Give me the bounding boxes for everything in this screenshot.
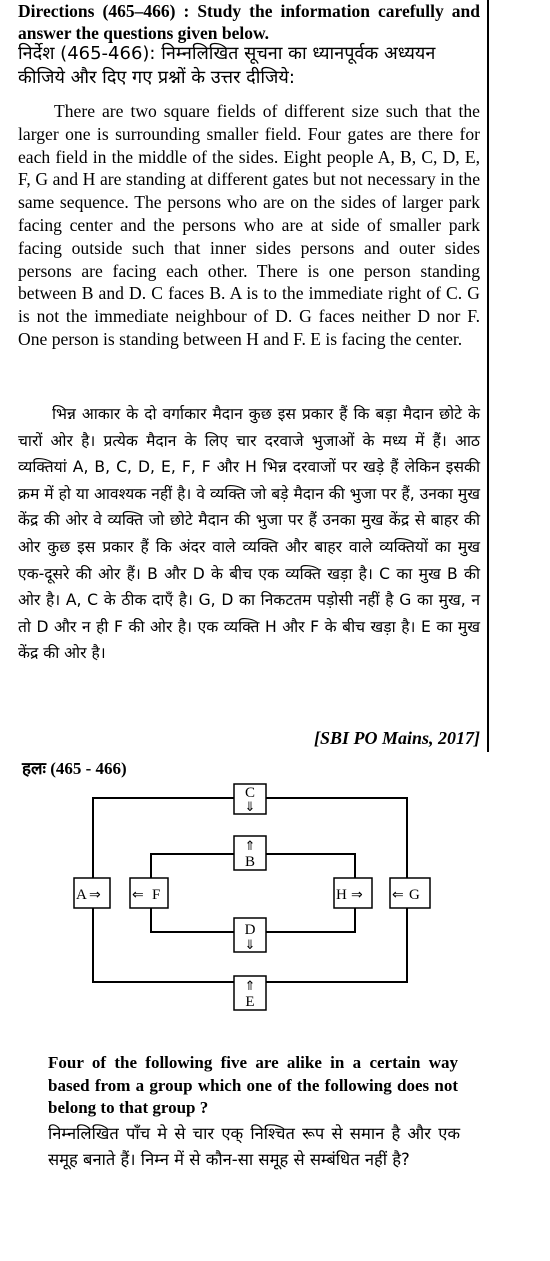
label-A: A: [76, 887, 87, 903]
question-hindi: निम्नलिखित पाँच मे से चार एक् निश्चित रूप से समान है और एक समूह बनाते हैं। निम्न में से कौन-सा समूह से सम्बंधित नहीं है?: [48, 1124, 460, 1169]
arrow-B: ⇑: [244, 838, 256, 853]
arrow-A: ⇒: [89, 888, 101, 903]
arrow-D: ⇓: [244, 937, 256, 952]
label-F: F: [152, 887, 161, 903]
arrow-C: ⇓: [244, 799, 256, 814]
solution-label: हलः (465 - 466): [22, 759, 127, 778]
gate-H: [334, 878, 372, 908]
source-citation: [SBI PO Mains, 2017]: [313, 728, 480, 748]
label-C: C: [244, 785, 256, 801]
seating-diagram: [64, 782, 484, 1022]
passage-english: There are two square fields of different size such that the larger one is surrounding smaller field. Four gates are there for each field in the middle of the sides. Eight people A, B, C, D, E, F, G and H are standing at different gates but not necessary in the same sequence. The persons who are on the sides of larger park facing center and the persons who are at side of smaller park facing outside such that inner sides persons and outer sides persons are facing each other. There is one person standing between B and D. C faces B. A is to the immediate right of C. G is not the immediate neighbour of D. G faces neither D nor F. One person is standing between H and F. E is facing the center.: [18, 101, 480, 349]
arrow-F: ⇐: [132, 888, 144, 903]
label-G: G: [409, 887, 420, 903]
arrow-H: ⇒: [351, 888, 363, 903]
label-D: D: [244, 922, 256, 938]
label-H: H: [336, 887, 347, 903]
gate-B: [234, 836, 266, 870]
question-english: Four of the following five are alike in a certain way based from a group which one of the following does not belong to that group ?: [48, 1053, 458, 1117]
gate-D: [234, 918, 266, 952]
label-E: E: [245, 994, 255, 1010]
passage-hindi: भिन्न आकार के दो वर्गाकार मैदान कुछ इस प्रकार हैं कि बड़ा मैदान छोटे के चारों ओर है। प्रत्येक मैदान के लिए चार दरवाजे भुजाओं के मध्य में हैं। आठ व्यक्तियां A, B, C, D, E, F, F और H भिन्न दरवाजों पर खड़े हैं लेकिन इसकी क्रम में हो या आवश्यक नहीं है। वे व्यक्ति जो बड़े मैदान की भुजा पर हैं, उनका मुख केंद्र की ओर वे व्यक्ति जो छोटे मैदान की भुजा पर हैं उनका मुख केंद्र से बाहर की ओर कुछ इस प्रकार हैं कि अंदर वाले व्यक्ति और बाहर वाले व्यक्तियों का मुख एक-दूसरे की ओर हैं। B और D के बीच एक व्यक्ति खड़ा है। C का मुख B की ओर है। A, C के ठीक दाएँ है। G, D का निकटतम पड़ोसी नहीं है G का मुख, न तो D और न ही F की ओर है। एक व्यक्ति H और F के बीच खड़ा है। E का मुख केंद्र की ओर है।: [18, 405, 480, 663]
gate-E: [234, 976, 266, 1010]
directions-english: Directions (465–466) : Study the information carefully and answer the questions given below.: [18, 1, 480, 43]
arrow-E: ⇑: [244, 978, 256, 993]
label-B: B: [244, 854, 256, 870]
gate-A: [74, 878, 110, 908]
arrow-G: ⇐: [392, 888, 404, 903]
margin-rule: [487, 0, 489, 752]
gate-F: [130, 878, 168, 908]
directions-hindi: निर्देश (465-466): निम्नलिखित सूचना का ध्यानपूर्वक अध्ययन कीजिये और दिए गए प्रश्नों के उत्तर दीजिये:: [18, 43, 436, 88]
gate-G: [390, 878, 430, 908]
gate-C: [234, 784, 266, 814]
